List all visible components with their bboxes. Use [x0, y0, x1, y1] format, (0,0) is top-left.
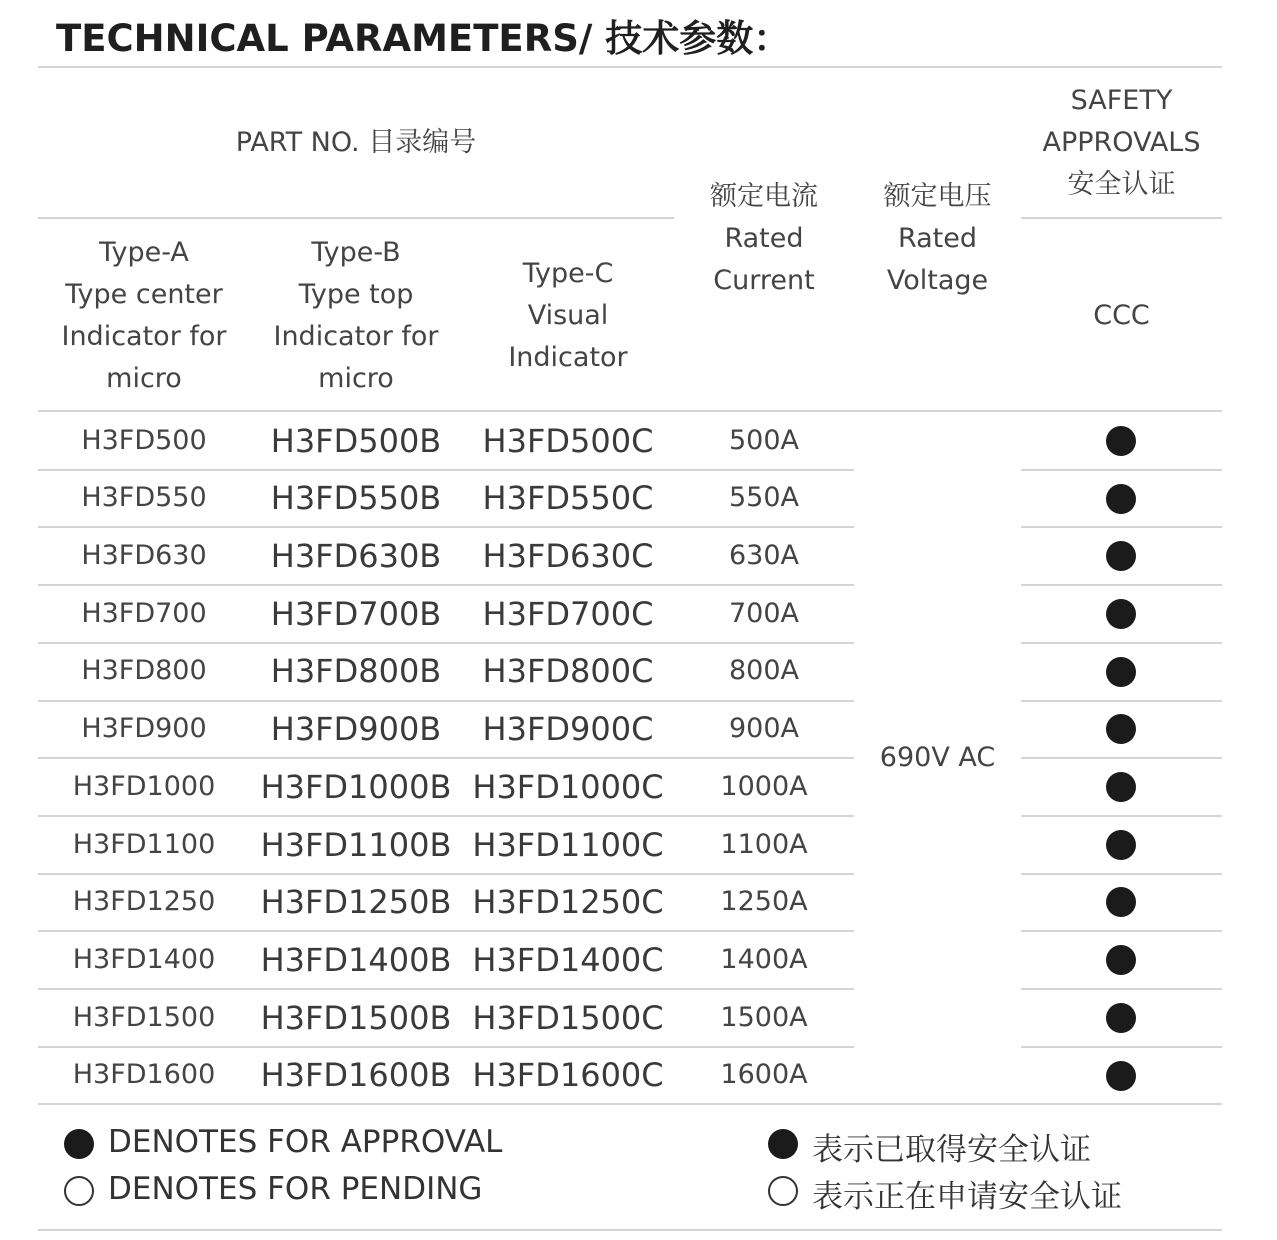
top-rule: [38, 66, 1222, 68]
type-c-part-number: H3FD550C: [482, 479, 654, 518]
ccc-approved-dot-icon: [1106, 541, 1136, 571]
type-a-part-number: H3FD500: [81, 424, 207, 456]
row-divider-safety: [1021, 584, 1222, 586]
rated-current-value: 550A: [728, 482, 799, 514]
row-divider-safety: [1021, 469, 1222, 471]
row-divider-safety: [1021, 815, 1222, 817]
rated-current-value: 800A: [728, 655, 799, 687]
rated-current-value: 900A: [728, 713, 799, 745]
type-b-part-number: H3FD700B: [270, 594, 442, 633]
rated-current-value: 1400A: [720, 943, 808, 975]
row-divider-safety: [1021, 526, 1222, 528]
ccc-approved-dot-icon: [1106, 830, 1136, 860]
row-divider: [38, 469, 854, 471]
ccc-approved-dot-icon: [1106, 1003, 1136, 1033]
header-bottom-rule: [38, 410, 1222, 412]
type-b-part-number: H3FD630B: [270, 537, 442, 576]
row-divider: [38, 526, 854, 528]
type-b-part-number: H3FD1000B: [260, 767, 452, 806]
type-a-part-number: H3FD1500: [72, 1001, 216, 1033]
ccc-approved-dot-icon: [1106, 484, 1136, 514]
type-b-part-number: H3FD1400B: [260, 940, 452, 979]
row-divider-safety: [1021, 700, 1222, 702]
type-c-part-number: H3FD630C: [482, 537, 654, 576]
ccc-approved-dot-icon: [1106, 426, 1136, 456]
type-b-part-number: H3FD1500B: [260, 998, 452, 1037]
row-divider: [38, 700, 854, 702]
rated-current-value: 1100A: [720, 828, 808, 860]
approved-legend-dot-cn-icon: [768, 1129, 798, 1159]
rated-current-value: 1250A: [720, 886, 808, 918]
safety-approvals-header: SAFETY APPROVALS 安全认证: [1042, 85, 1201, 200]
type-b-part-number: H3FD800B: [270, 652, 442, 691]
row-divider: [38, 642, 854, 644]
type-c-part-number: H3FD500C: [482, 421, 654, 460]
row-divider-safety: [1021, 1046, 1222, 1048]
rated-current-value: 1500A: [720, 1001, 808, 1033]
row-divider-safety: [1021, 988, 1222, 990]
pending-legend-cn: 表示正在申请安全认证: [812, 1179, 1122, 1215]
safety-rule: [1021, 217, 1222, 219]
row-divider-safety: [1021, 642, 1222, 644]
type-c-part-number: H3FD1400C: [472, 940, 664, 979]
ccc-approved-dot-icon: [1106, 945, 1136, 975]
approval-legend-cn: 表示已取得安全认证: [812, 1132, 1091, 1168]
type-a-part-number: H3FD630: [81, 540, 207, 572]
row-divider: [38, 930, 854, 932]
type-b-header: Type-B Type top Indicator for micro: [273, 237, 439, 394]
ccc-approved-dot-icon: [1106, 1061, 1136, 1091]
type-b-part-number: H3FD550B: [270, 479, 442, 518]
type-a-part-number: H3FD900: [81, 713, 207, 745]
ccc-approved-dot-icon: [1106, 772, 1136, 802]
pending-legend-dot-cn-icon: [768, 1176, 798, 1206]
row-divider: [38, 988, 854, 990]
type-a-part-number: H3FD1250: [72, 886, 216, 918]
pending-legend-en: DENOTES FOR PENDING: [108, 1171, 483, 1207]
row-divider: [38, 815, 854, 817]
rated-current-header: 额定电流 Rated Current: [710, 181, 818, 296]
row-divider: [38, 584, 854, 586]
type-c-part-number: H3FD700C: [482, 594, 654, 633]
table-bottom-rule: [38, 1103, 1222, 1105]
rated-voltage-header: 额定电压 Rated Voltage: [883, 181, 992, 296]
rated-current-value: 1000A: [720, 770, 808, 802]
rated-current-value: 630A: [728, 540, 799, 572]
approval-legend-en: DENOTES FOR APPROVAL: [108, 1124, 503, 1160]
row-divider: [38, 873, 854, 875]
type-c-part-number: H3FD1600C: [472, 1056, 664, 1095]
rated-current-value: 1600A: [720, 1059, 808, 1091]
type-c-part-number: H3FD1500C: [472, 998, 664, 1037]
pending-legend-dot-icon: [64, 1176, 94, 1206]
part-no-header: PART NO. 目录编号: [235, 127, 477, 158]
type-b-part-number: H3FD1100B: [260, 825, 452, 864]
type-b-part-number: H3FD900B: [270, 710, 442, 749]
row-divider: [38, 757, 854, 759]
type-c-part-number: H3FD800C: [482, 652, 654, 691]
row-divider: [38, 1046, 854, 1048]
ccc-approved-dot-icon: [1106, 887, 1136, 917]
type-a-part-number: H3FD700: [81, 597, 207, 629]
type-a-header: Type-A Type center Indicator for micro: [61, 237, 227, 394]
type-b-part-number: H3FD1600B: [260, 1056, 452, 1095]
type-a-part-number: H3FD1100: [72, 828, 216, 860]
type-a-part-number: H3FD800: [81, 655, 207, 687]
row-divider-safety: [1021, 873, 1222, 875]
type-c-part-number: H3FD900C: [482, 710, 654, 749]
ccc-approved-dot-icon: [1106, 714, 1136, 744]
row-divider-safety: [1021, 930, 1222, 932]
type-b-part-number: H3FD1250B: [260, 883, 452, 922]
rated-current-value: 700A: [728, 597, 799, 629]
type-a-part-number: H3FD1000: [72, 770, 216, 802]
type-a-part-number: H3FD550: [81, 482, 207, 514]
approved-legend-dot-icon: [64, 1129, 94, 1159]
row-divider-safety: [1021, 757, 1222, 759]
page-title: TECHNICAL PARAMETERS/ 技术参数：: [56, 17, 791, 60]
type-c-part-number: H3FD1250C: [472, 883, 664, 922]
type-a-part-number: H3FD1600: [72, 1059, 216, 1091]
type-c-header: Type-C Visual Indicator: [508, 258, 628, 373]
type-c-part-number: H3FD1000C: [472, 767, 664, 806]
footer-rule: [38, 1229, 1222, 1231]
rated-voltage-value: 690V AC: [879, 742, 996, 773]
type-a-part-number: H3FD1400: [72, 943, 216, 975]
type-b-part-number: H3FD500B: [270, 421, 442, 460]
ccc-approved-dot-icon: [1106, 599, 1136, 629]
rated-current-value: 500A: [728, 424, 799, 456]
part-no-rule: [38, 217, 674, 219]
type-c-part-number: H3FD1100C: [472, 825, 664, 864]
ccc-header: CCC: [1093, 300, 1150, 331]
ccc-approved-dot-icon: [1106, 657, 1136, 687]
